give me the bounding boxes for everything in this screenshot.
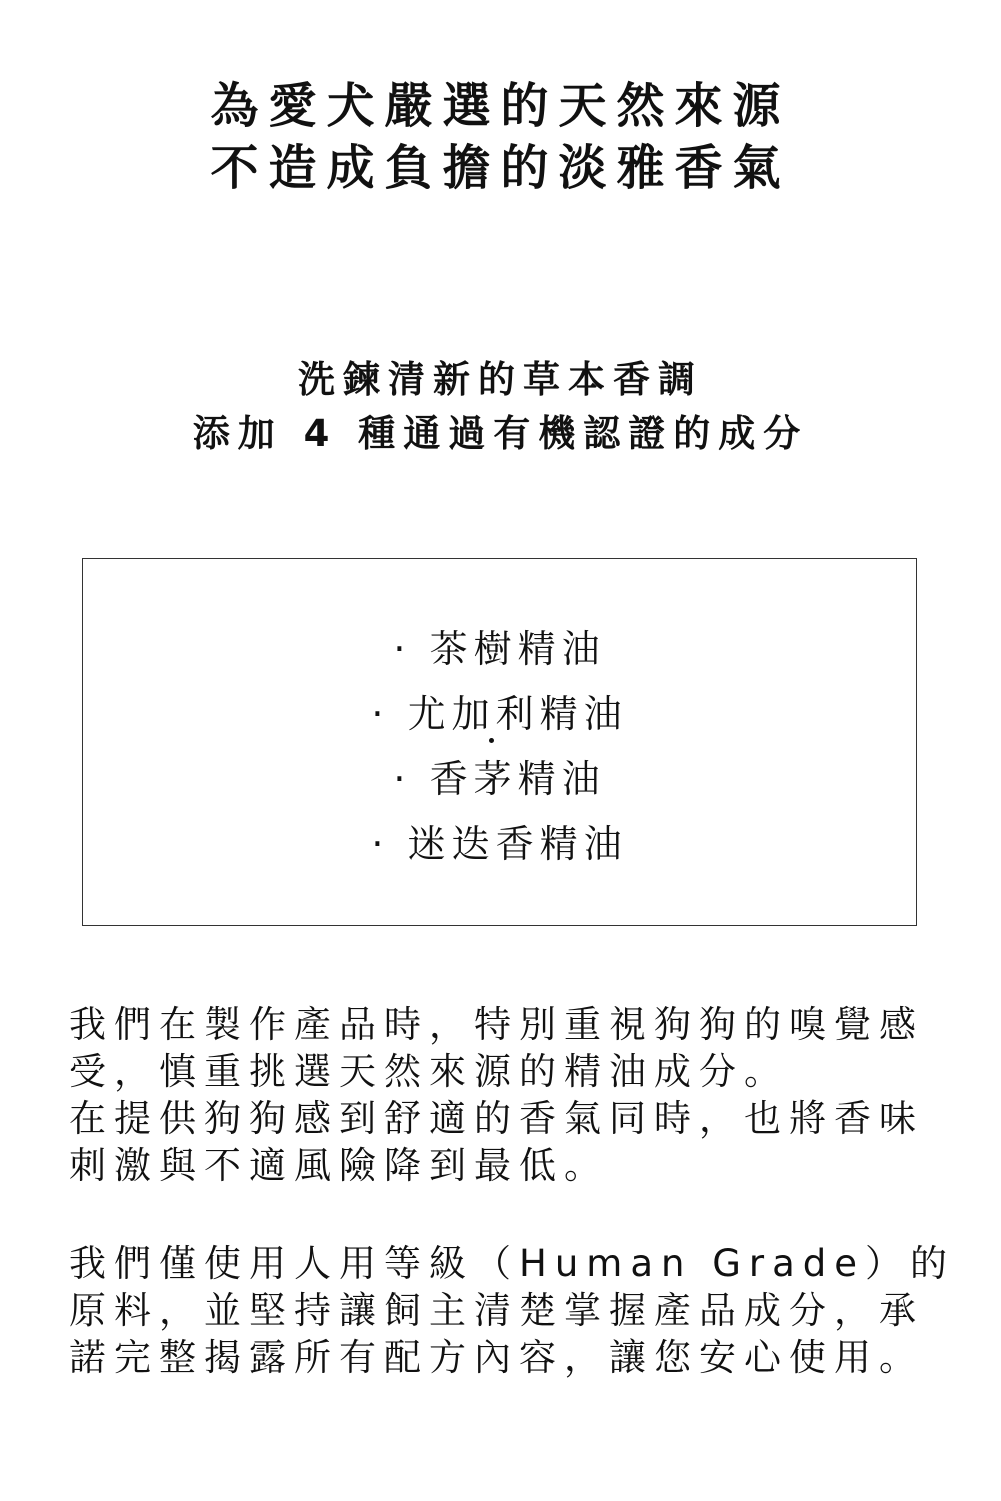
paragraph-scent-care bbox=[69, 1001, 939, 1189]
subheadline bbox=[0, 353, 1001, 461]
paragraph-line: 受，慎重挑選天然來源的精油成分。 bbox=[69, 1050, 789, 1093]
paragraph-line: 我們僅使用人用等級（Human Grade）的 bbox=[69, 1242, 956, 1285]
subheadline-line-1: 洗鍊清新的草本香調 bbox=[298, 358, 703, 401]
headline bbox=[0, 75, 1001, 199]
ingredient-item-tea-tree: · 茶樹精油 bbox=[393, 627, 606, 671]
decorative-dot bbox=[489, 738, 494, 743]
subheadline-line-2: 添加 4 種通過有機認證的成分 bbox=[192, 412, 809, 455]
paragraph-line: 諾完整揭露所有配方內容，讓您安心使用。 bbox=[69, 1336, 924, 1379]
paragraph-human-grade bbox=[69, 1240, 956, 1381]
ingredient-item-eucalyptus: · 尤加利精油 bbox=[371, 692, 628, 736]
ingredient-box bbox=[82, 558, 917, 926]
paragraph-line: 我們在製作產品時，特別重視狗狗的嗅覺感 bbox=[69, 1003, 924, 1046]
paragraph-line: 在提供狗狗感到舒適的香氣同時，也將香味 bbox=[69, 1097, 924, 1140]
headline-line-2: 不造成負擔的淡雅香氣 bbox=[210, 140, 791, 196]
ingredient-list bbox=[83, 617, 916, 877]
headline-line-1: 為愛犬嚴選的天然來源 bbox=[210, 78, 791, 134]
paragraph-line: 刺激與不適風險降到最低。 bbox=[69, 1144, 609, 1187]
ingredient-item-rosemary: · 迷迭香精油 bbox=[371, 822, 628, 866]
ingredient-item-citronella: · 香茅精油 bbox=[393, 757, 606, 801]
paragraph-line: 原料，並堅持讓飼主清楚掌握產品成分，承 bbox=[69, 1289, 924, 1332]
